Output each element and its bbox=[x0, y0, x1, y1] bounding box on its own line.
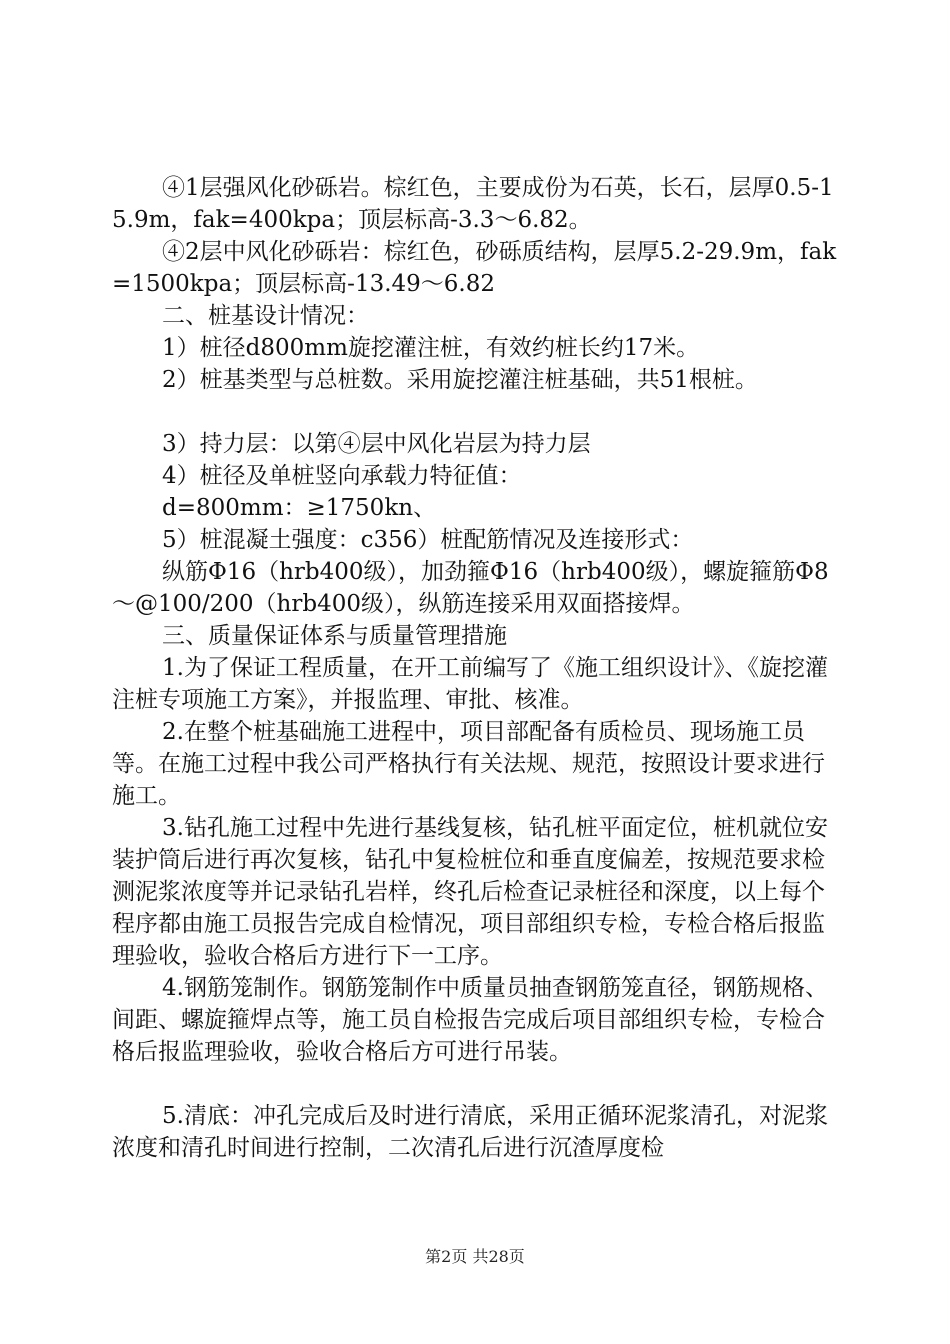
paragraph-pile-type: 2）桩基类型与总桩数。采用旋挖灌注桩基础，共51根桩。 bbox=[162, 367, 758, 393]
document-body bbox=[112, 172, 842, 1164]
paragraph-layer-4-1: ④1层强风化砂砾岩。棕红色，主要成份为石英，长石，层厚0.5-15.9m，fak=400kpa；顶层标高-3.3～6.82。 bbox=[112, 175, 834, 233]
paragraph-reinforcement: 纵筋Φ16（hrb400级），加劲箍Φ16（hrb400级），螺旋箍筋Φ8～@100/200（hrb400级），纵筋连接采用双面搭接焊。 bbox=[112, 559, 829, 617]
paragraph-quality-5: 5.清底：冲孔完成后及时进行清底，采用正循环泥浆清孔，对泥浆浓度和清孔时间进行控制，二次清孔后进行沉渣厚度检 bbox=[112, 1103, 828, 1161]
paragraph-bearing-layer: 3）持力层：以第④层中风化岩层为持力层 bbox=[162, 431, 591, 457]
paragraph-quality-3: 3.钻孔施工过程中先进行基线复核，钻孔桩平面定位，桩机就位安装护筒后进行再次复核，钻孔中复检桩位和垂直度偏差，按规范要求检测泥浆浓度等并记录钻孔岩样，终孔后检查记录桩径和深度，以上每个程序都由施工员报告完成自检情况，项目部组织专检，专检合格后报监理验收，验收合格后方进行下一工序。 bbox=[112, 815, 828, 969]
paragraph-concrete-strength: 5）桩混凝土强度：c356）桩配筋情况及连接形式： bbox=[162, 527, 694, 553]
paragraph-bearing-capacity: 4）桩径及单桩竖向承载力特征值： bbox=[162, 463, 522, 489]
paragraph-pile-diameter: 1）桩径d800mm旋挖灌注桩，有效约桩长约17米。 bbox=[162, 335, 700, 361]
paragraph-layer-4-2: ④2层中风化砂砾岩：棕红色，砂砾质结构，层厚5.2-29.9m，fak=1500kpa；顶层标高-13.49～6.82 bbox=[112, 239, 837, 297]
section-heading-pile-design: 二、桩基设计情况： bbox=[162, 303, 369, 329]
page-number-footer: 第2页 共28页 bbox=[425, 1247, 525, 1266]
paragraph-capacity-value: d=800mm：≥1750kn、 bbox=[162, 495, 437, 521]
paragraph-quality-1: 1.为了保证工程质量，在开工前编写了《施工组织设计》、《旋挖灌注桩专项施工方案》，并报监理、审批、核准。 bbox=[112, 655, 828, 713]
paragraph-quality-2: 2.在整个桩基础施工进程中，项目部配备有质检员、现场施工员等。在施工过程中我公司严格执行有关法规、规范，按照设计要求进行施工。 bbox=[112, 719, 825, 809]
paragraph-quality-4: 4.钢筋笼制作。钢筋笼制作中质量员抽查钢筋笼直径，钢筋规格、间距、螺旋箍焊点等，施工员自检报告完成后项目部组织专检，专检合格后报监理验收，验收合格后方可进行吊装。 bbox=[112, 975, 828, 1065]
section-heading-quality: 三、质量保证体系与质量管理措施 bbox=[162, 623, 507, 649]
